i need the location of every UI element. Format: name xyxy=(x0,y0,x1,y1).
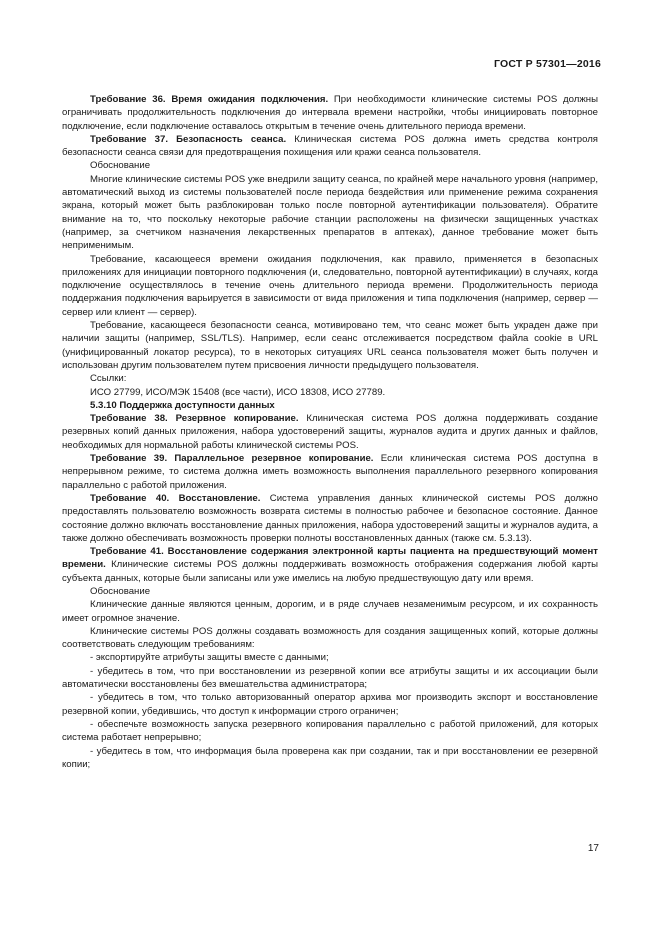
paragraph-text: Клинические системы POS должны создавать возможность для создания защищенных копий, которые должны соответствовать следующим требованиям: xyxy=(62,625,598,651)
paragraph xyxy=(62,372,598,385)
paragraph xyxy=(62,93,598,133)
paragraph-text: Требование, касающееся времени ожидания подключения, как правило, применяется в безопасных приложениях для инициации повторного подключения (и, следовательно, повторной аутентификации) в случаях, когда подключение осуществлялось в течение очень длительного периода времени. Продолжительность периода поддержания подключения варьируется в зависимости от вида приложения и типа подключения (например, сервер — сервер или клиент — сервер). xyxy=(62,253,598,318)
paragraph xyxy=(62,691,598,718)
paragraph-text: - убедитесь в том, что при восстановлении из резервной копии все атрибуты защиты и их ассоциации были автоматически восстановлены без вмешательства администратора; xyxy=(62,665,598,691)
paragraph-heading: Требование 36. Время ожидания подключения. xyxy=(90,94,329,105)
paragraph xyxy=(62,665,598,692)
paragraph-text: Клиническая система POS должна поддерживать создание резервных копий данных приложения, набора удостоверений защиты, журналов аудита и других данных и файлов, необходимых для нормальной работы клинической системы POS. xyxy=(62,413,598,451)
paragraph-text: Клинические системы POS должны поддерживать возможность отображения содержания любой карты субъекта данных, которые были записаны или уже имелись на любую предшествующую дату или время. xyxy=(62,559,598,584)
paragraph xyxy=(62,399,598,412)
paragraph-heading: Требование 38. Резервное копирование. xyxy=(90,413,299,425)
paragraph-text: Если клиническая система POS доступна в непрерывном режиме, то система должна иметь возможность выполнения параллельного резервного копирования параллельно с работой приложения. xyxy=(62,453,599,491)
paragraph-text: Обоснование xyxy=(90,160,151,172)
paragraph xyxy=(62,625,598,652)
paragraph-text: ИСО 27799, ИСО/МЭК 15408 (все части), ИСО 18308, ИСО 27789. xyxy=(90,386,386,398)
document-header: ГОСТ Р 57301—2016 xyxy=(493,58,601,70)
paragraph xyxy=(62,545,598,585)
paragraph xyxy=(62,651,598,664)
paragraph-text: Многие клинические системы POS уже внедрили защиту сеанса, по крайней мере начального уровня (например, автоматический выход из системы пользователей после периода бездействия или применение режима сохранения экрана, который может быть разблокирован только после повторной аутентификации пользователя). Обратите внимание на то, что поскольку некоторые рабочие станции расположены на физически защищенных участках (например, за счетчиком назначения лекарственных препаратов в аптеках), данное требование может быть неприменимым. xyxy=(62,173,598,252)
paragraph-text: Система управления данных клинической системы POS должно предоставлять пользователю возможность возврата системы в полностью рабочее и безопасное состояние. Данное состояние должно включать восстановление данных приложения, набора удостоверений защиты и журналов аудита, а также должно обеспечивать возможность проверки полноты восстановленных данных (также см. 5.3.13). xyxy=(62,492,598,544)
paragraph xyxy=(62,452,598,492)
paragraph xyxy=(62,386,598,399)
paragraph-text: При необходимости клинические системы POS должны ограничивать продолжительность подключения до интервала времени настройки, чтобы инициировать повторное подключение, если подключение оставалось открытым в течение очень длительного периода времени. xyxy=(62,94,598,132)
paragraph xyxy=(62,133,598,160)
paragraph-heading: Требование 39. Параллельное резервное копирование. xyxy=(90,453,374,465)
paragraph-text: Клинические данные являются ценным, дорогим, и в ряде случаев незаменимым ресурсом, и их сохранность имеет огромное значение. xyxy=(62,599,598,624)
paragraph-heading: Требование 40. Восстановление. xyxy=(90,492,261,504)
paragraph xyxy=(62,319,598,372)
paragraph-text: - убедитесь в том, что информация была проверена как при создании, так и при восстановлении ее резервной копии; xyxy=(62,745,598,770)
paragraph-heading: Требование 37. Безопасность сеанса. xyxy=(90,133,287,145)
paragraph xyxy=(62,173,598,253)
paragraph-text: Требование, касающееся безопасности сеанса, мотивировано тем, что сеанс может быть украден даже при наличии защиты (например, SSL/TLS). Например, если сеанс отслеживается посредством файла cookie в URL (унифицированный локатор ресурса), то в некоторых ситуациях URL сеанса пользователя может быть получен и использован другим пользователем путем присвоения личности предыдущего пользователя. xyxy=(62,320,598,371)
paragraph xyxy=(62,745,598,772)
page-number: 17 xyxy=(587,843,599,854)
document-body xyxy=(62,93,598,771)
paragraph xyxy=(62,585,598,598)
paragraph-text: Клиническая система POS должна иметь средства контроля безопасности сеанса связи для предотвращения похищения или кражи сеанса пользователя. xyxy=(62,133,599,159)
paragraph-heading: Требование 41. Восстановление содержания электронной карты пациента на предшествующий момент времени. xyxy=(62,546,598,571)
paragraph xyxy=(62,412,598,452)
paragraph-text: Обоснование xyxy=(90,585,151,597)
paragraph-text: - убедитесь в том, что только авторизованный оператор архива мог производить экспорт и восстановление резервной копии, убедившись, что доступ к информации строго ограничен; xyxy=(62,692,598,717)
paragraph-text: - экспортируйте атрибуты защиты вместе с данными; xyxy=(90,652,329,664)
paragraph xyxy=(62,492,598,545)
paragraph xyxy=(62,598,598,625)
paragraph-heading: 5.3.10 Поддержка доступности данных xyxy=(90,399,275,411)
paragraph-text: Ссылки: xyxy=(90,373,127,385)
paragraph xyxy=(62,253,598,319)
paragraph xyxy=(62,718,598,745)
paragraph xyxy=(62,159,598,172)
paragraph-text: - обеспечьте возможность запуска резервного копирования параллельно с работой приложений, для которых система работает непрерывно; xyxy=(62,718,598,744)
